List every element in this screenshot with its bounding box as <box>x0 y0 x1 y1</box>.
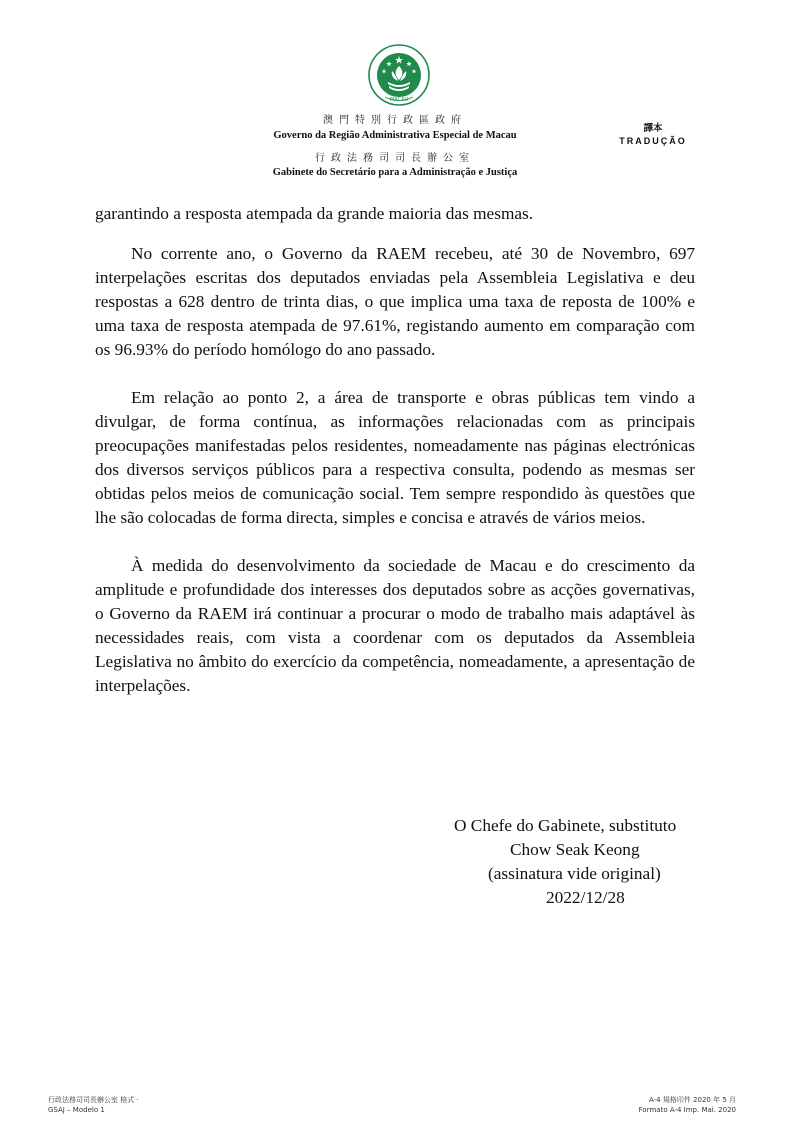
signature-title: O Chefe do Gabinete, substituto <box>454 816 677 835</box>
header-office-zh: 行政法務司司長辦公室 <box>315 153 475 164</box>
paragraph-conclusion: À medida do desenvolvimento da sociedade de Macau e do crescimento da amplitude e profundidade dos interesses dos deputados sobre as acções governativas, o Governo da RAEM irá continuar a procurar o modo de trabalho mais adaptável às necessidades reais, com vista a coordenar com os deputados da Assembleia Legislativa no âmbito do exercício da competência, nomeadamente, a apresentação de interpelações. <box>95 556 695 695</box>
header-government-zh: 澳門特別行政區政府 <box>323 115 467 126</box>
macau-emblem-logo <box>362 44 436 106</box>
paragraph-interpelations-stats: No corrente ano, o Governo da RAEM recebeu, até 30 de Novembro, 697 interpelações escritas dos deputados enviadas pela Assembleia Legislativa e deu respostas a 628 dentro de trinta dias, o que implica uma taxa de reposta de 100% e uma taxa de resposta atempada de 97.61%, registando aumento em comparação com os 96.93% do período homólogo do ano passado. <box>95 244 695 359</box>
footer-right-zh: A-4 規格印件 2020 年 5 月 <box>648 1096 736 1104</box>
footer-left-zh: 行政法務司司長辦公室 格式 · <box>48 1096 139 1104</box>
header-office-pt: Gabinete do Secretário para a Administração e Justiça <box>272 167 518 178</box>
signature-name: Chow Seak Keong <box>510 840 640 859</box>
paragraph-transport-works: Em relação ao ponto 2, a área de transporte e obras públicas tem vindo a divulgar, de forma contínua, as informações relacionadas com as principais preocupações manifestadas pelos residentes, nomeadamente nas páginas electrónicas dos diversos serviços públicos para a respectiva consulta, podendo as mesmas ser obtidas pelos meios de comunicação social. Tem sempre respondido às questões que lhe são colocadas de forma directa, simples e concisa e através de vários meios. <box>95 388 695 527</box>
svg-text:MACAU: MACAU <box>389 97 409 103</box>
footer-right <box>639 1095 736 1115</box>
translation-mark-zh: 譯本 <box>643 123 663 134</box>
paragraph-continuation: garantindo a resposta atempada da grande maioria das mesmas. <box>95 204 534 223</box>
header-government-pt: Governo da Região Administrativa Especial de Macau <box>273 130 517 141</box>
translation-mark-pt: TRADUÇÃO <box>619 136 687 146</box>
footer-left <box>48 1095 139 1115</box>
signature-date: 2022/12/28 <box>546 888 625 907</box>
signature-note: (assinatura vide original) <box>488 864 661 883</box>
translation-mark <box>608 123 698 147</box>
document-body <box>95 202 695 722</box>
footer-right-pt: Formato A-4 Imp. Mai. 2020 <box>638 1106 736 1114</box>
footer-left-pt: GSAJ – Modelo 1 <box>48 1106 105 1114</box>
